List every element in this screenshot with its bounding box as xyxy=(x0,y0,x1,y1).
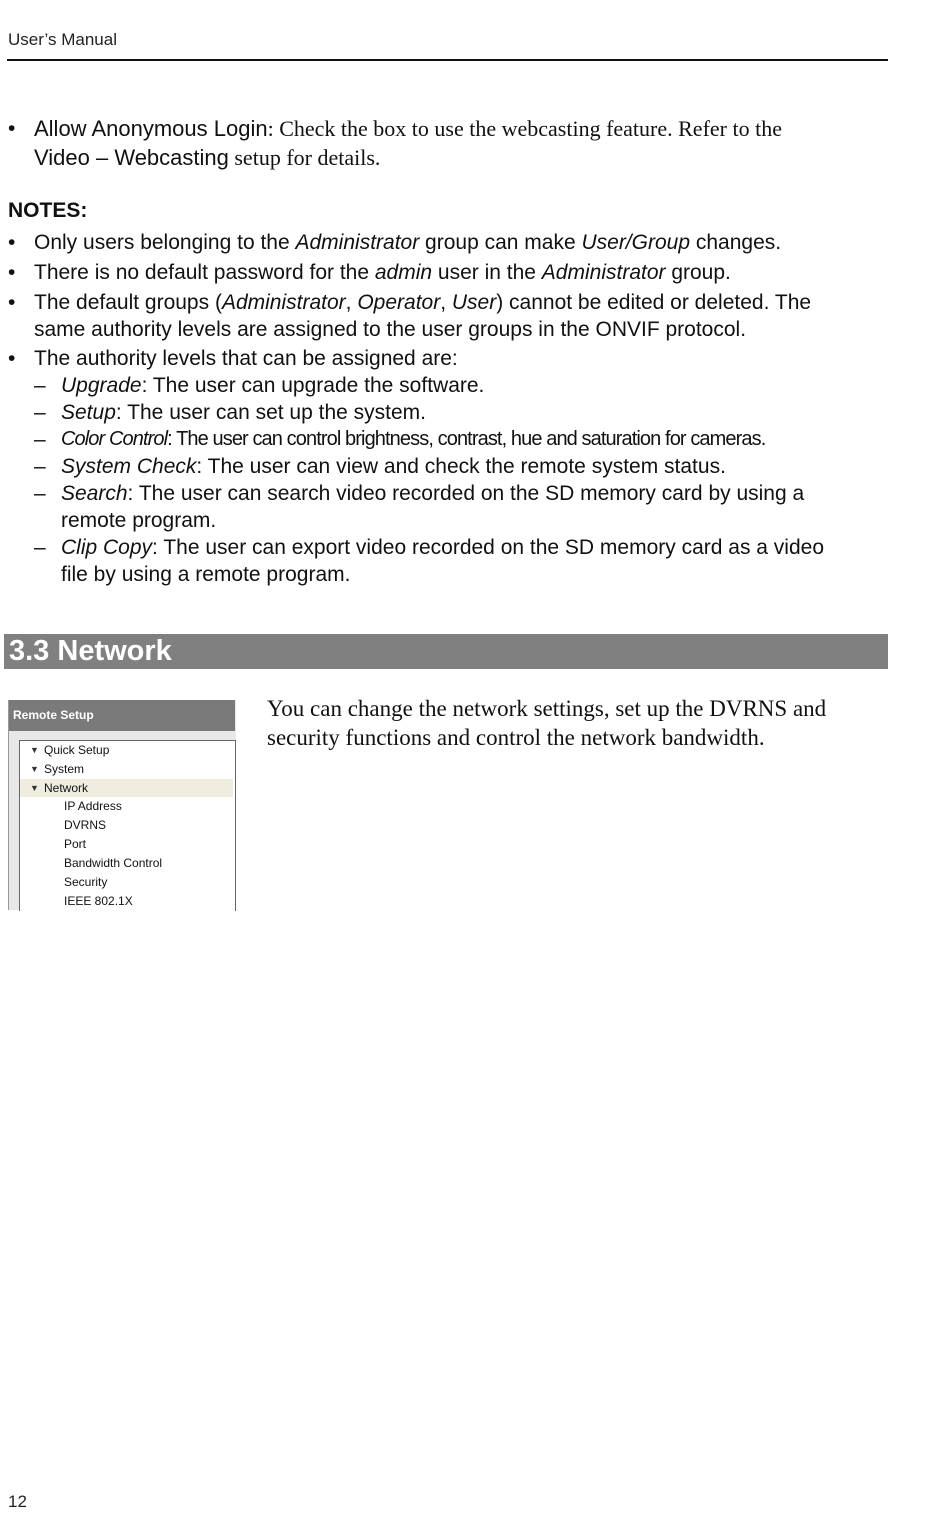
dash-glyph: – xyxy=(34,482,46,505)
level-upgrade: Upgrade: The user can upgrade the software. xyxy=(61,374,485,397)
running-header: User’s Manual xyxy=(8,30,117,49)
tree-subitem-dvrns[interactable] xyxy=(20,816,233,834)
remote-setup-tree xyxy=(19,740,236,911)
expand-triangle-icon[interactable]: ▼ xyxy=(30,764,39,774)
dash-glyph: – xyxy=(34,536,46,559)
page-number: 12 xyxy=(8,1492,27,1511)
note-2: There is no default password for the admin user in the Administrator group. xyxy=(34,261,731,284)
tree-item-label: IP Address xyxy=(64,799,122,813)
tree-item-network[interactable] xyxy=(20,779,233,797)
dash-glyph: – xyxy=(34,374,46,397)
remote-setup-panel xyxy=(8,700,236,910)
dash-glyph: – xyxy=(34,428,46,451)
tree-item-label: Security xyxy=(64,875,108,889)
tree-item-label: Port xyxy=(64,837,87,851)
level-clip-copy: Clip Copy: The user can export video recorded on the SD memory card as a video xyxy=(61,536,825,559)
tree-item-system[interactable] xyxy=(20,760,233,778)
tree-subitem-ip-address[interactable] xyxy=(20,797,233,815)
dash-glyph: – xyxy=(34,455,46,478)
tree-item-label: Quick Setup xyxy=(44,743,110,757)
webcasting-term: Video – Webcasting xyxy=(34,145,229,170)
level-search: Search: The user can search video recorded on the SD memory card by using a xyxy=(61,482,805,505)
bullet-glyph: • xyxy=(8,291,16,314)
bullet-glyph: • xyxy=(8,117,16,140)
tree-subitem-security[interactable] xyxy=(20,873,233,891)
anon-login-bullet xyxy=(8,114,888,174)
tree-item-quick-setup[interactable] xyxy=(20,741,233,759)
tree-subitem-bandwidth-control[interactable] xyxy=(20,854,233,872)
anon-term: Allow Anonymous Login xyxy=(34,116,268,141)
bullet-glyph: • xyxy=(8,231,16,254)
tree-item-label: DVRNS xyxy=(64,818,107,832)
tree-item-label: Network xyxy=(44,781,89,795)
level-color-control: Color Control: The user can control brightness, contrast, hue and saturation for cameras. xyxy=(61,428,766,450)
level-search-cont: remote program. xyxy=(61,509,217,532)
header-rule xyxy=(7,59,888,61)
level-clip-copy-cont: file by using a remote program. xyxy=(61,563,351,586)
notes-list xyxy=(8,229,888,589)
note-4: The authority levels that can be assigned are: xyxy=(34,347,458,370)
tree-subitem-port[interactable] xyxy=(20,835,233,853)
bullet-glyph: • xyxy=(8,347,16,370)
bullet-glyph: • xyxy=(8,261,16,284)
note-3: The default groups (Administrator, Operator, User) cannot be edited or deleted. The xyxy=(34,291,812,314)
note-1: Only users belonging to the Administrator group can make User/Group changes. xyxy=(34,231,782,254)
anon-line-2 xyxy=(34,143,380,172)
anon-line-1 xyxy=(34,114,782,143)
level-system-check: System Check: The user can view and check the remote system status. xyxy=(61,455,726,478)
level-setup: Setup: The user can set up the system. xyxy=(61,401,426,424)
section-title: 3.3 Network xyxy=(9,635,172,667)
tree-item-label: IEEE 802.1X xyxy=(64,894,133,908)
expand-triangle-icon[interactable]: ▼ xyxy=(30,783,39,793)
note-3-line-2: same authority levels are assigned to the user groups in the ONVIF protocol. xyxy=(34,318,747,341)
section-intro-paragraph: You can change the network settings, set up the DVRNS and security functions and control the network bandwidth. xyxy=(267,696,827,750)
tree-item-label: System xyxy=(44,762,85,776)
anon-desc: : Check the box to use the webcasting feature. Refer to the xyxy=(267,116,782,141)
remote-setup-title: Remote Setup xyxy=(9,700,235,731)
dash-glyph: – xyxy=(34,401,46,424)
tree-item-label: Bandwidth Control xyxy=(64,856,163,870)
webcasting-desc: setup for details. xyxy=(228,145,381,170)
notes-heading: NOTES: xyxy=(8,199,88,222)
tree-subitem-ieee-8021x[interactable] xyxy=(20,892,233,910)
expand-triangle-icon[interactable]: ▼ xyxy=(30,745,39,755)
